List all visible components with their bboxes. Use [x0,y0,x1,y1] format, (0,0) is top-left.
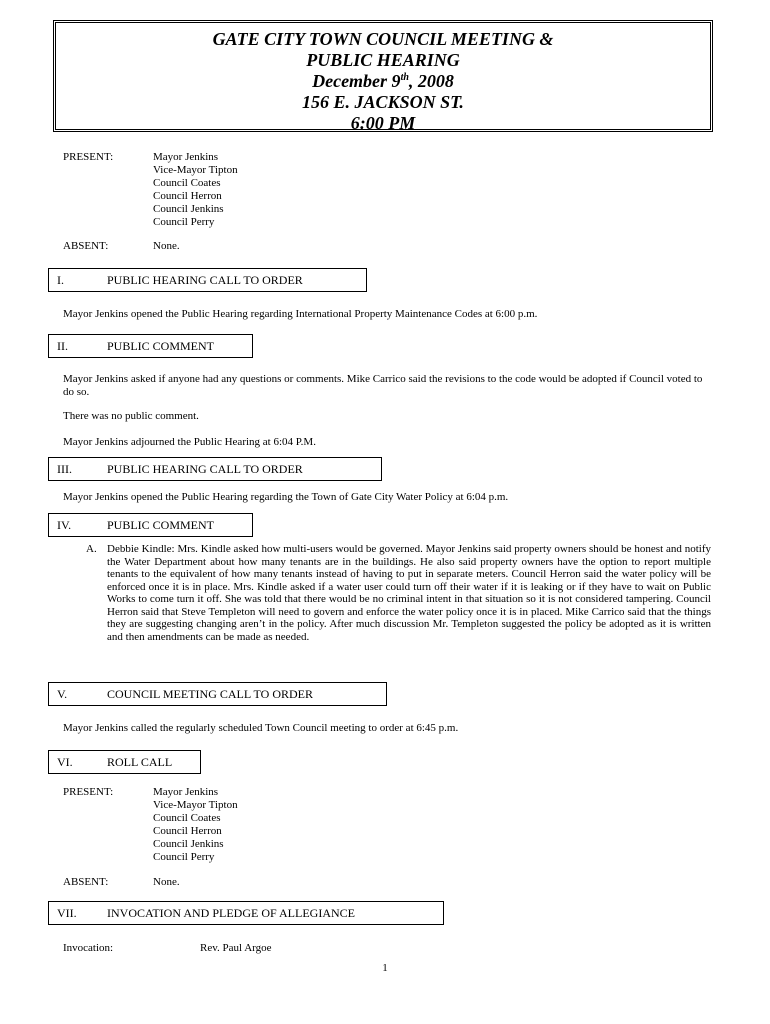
section-heading [48,334,253,358]
present-list [153,151,238,229]
section-title: PUBLIC COMMENT [107,339,215,353]
member-name: Council Coates [153,177,221,189]
section-heading [48,682,387,706]
paragraph: Mayor Jenkins called the regularly scheduled Town Council meeting to order at 6:45 p.m. [63,722,459,734]
meeting-address: 156 E. JACKSON ST. [302,92,464,112]
member-name: Council Perry [153,851,215,863]
member-name: Vice-Mayor Tipton [153,799,238,811]
present-list [153,786,238,864]
section-title: PUBLIC COMMENT [107,518,215,532]
item-marker: A. [86,543,97,555]
section-number: I. [57,273,64,287]
paragraph: Mayor Jenkins adjourned the Public Hearing at 6:04 P.M. [63,436,316,448]
paragraph: There was no public comment. [63,410,199,422]
section-title: INVOCATION AND PLEDGE OF ALLEGIANCE [107,906,355,920]
section-number: V. [57,687,68,701]
page-number: 1 [382,962,388,974]
member-name: Council Coates [153,812,221,824]
present-label: PRESENT: [63,151,114,163]
section-heading [48,268,367,292]
paragraph: Mayor Jenkins asked if anyone had any questions or comments. Mike Carrico said the revisions to the code would be adopted if Council voted to do so. [63,373,703,398]
paragraph: Mayor Jenkins opened the Public Hearing regarding the Town of Gate City Water Policy at 6:04 p.m. [63,491,509,503]
section-title: PUBLIC HEARING CALL TO ORDER [107,273,303,287]
section-title: ROLL CALL [107,755,173,769]
member-name: Mayor Jenkins [153,786,219,798]
member-name: Council Herron [153,825,222,837]
invocation-label: Invocation: [63,942,114,954]
section-heading [48,901,444,925]
section-heading [48,513,253,537]
section-number: VI. [57,755,73,769]
section-number: VII. [57,906,77,920]
member-name: Council Perry [153,216,215,228]
title-line-2: PUBLIC HEARING [306,50,460,70]
title-line-1: GATE CITY TOWN COUNCIL MEETING & [212,29,554,49]
member-name: Council Herron [153,190,222,202]
member-name: Council Jenkins [153,203,224,215]
section-number: II. [57,339,68,353]
member-name: Council Jenkins [153,838,224,850]
section-title: COUNCIL MEETING CALL TO ORDER [107,687,313,701]
meeting-date: December 9th, 2008 [312,71,454,91]
invocation-value: Rev. Paul Argoe [200,942,272,954]
title-box [53,20,713,132]
section-number: IV. [57,518,72,532]
meeting-time: 6:00 PM [350,113,416,133]
member-name: Vice-Mayor Tipton [153,164,238,176]
paragraph: Mayor Jenkins opened the Public Hearing regarding International Property Maintenance Codes at 6:00 p.m. [63,308,538,320]
present-label: PRESENT: [63,786,114,798]
absent-value: None. [153,240,180,252]
section-heading [48,750,201,774]
absent-label: ABSENT: [63,876,109,888]
member-name: Mayor Jenkins [153,151,219,163]
section-heading [48,457,382,481]
item-text: Debbie Kindle: Mrs. Kindle asked how multi-users would be governed. Mayor Jenkins said property owners should be honest and notify the Water Department about how many tenants are in the buildings. He also said property owners have the option to report multiple tenants to the equivalent of how many tenants instead of having to put in separate meters. Council Herron said the water policy will be enforced once it is in place. Mrs. Kindle asked if a water user could turn off their water if it is leaking or if they have to wait on Public Works to come turn it off. She was told that there would be no criminal intent in that situation so it is not considered tampering. Council Herron said that Steve Templeton will need to govern and enforce the water policy once it is in placed. Mike Carrico said that the things they are suggesting changing aren’t in the policy. After much discussion Mr. Templeton suggested the policy be adopted as it is written and then amendments can be made as needed. [107,543,711,643]
absent-label: ABSENT: [63,240,109,252]
absent-value: None. [153,876,180,888]
section-title: PUBLIC HEARING CALL TO ORDER [107,462,303,476]
section-number: III. [57,462,72,476]
